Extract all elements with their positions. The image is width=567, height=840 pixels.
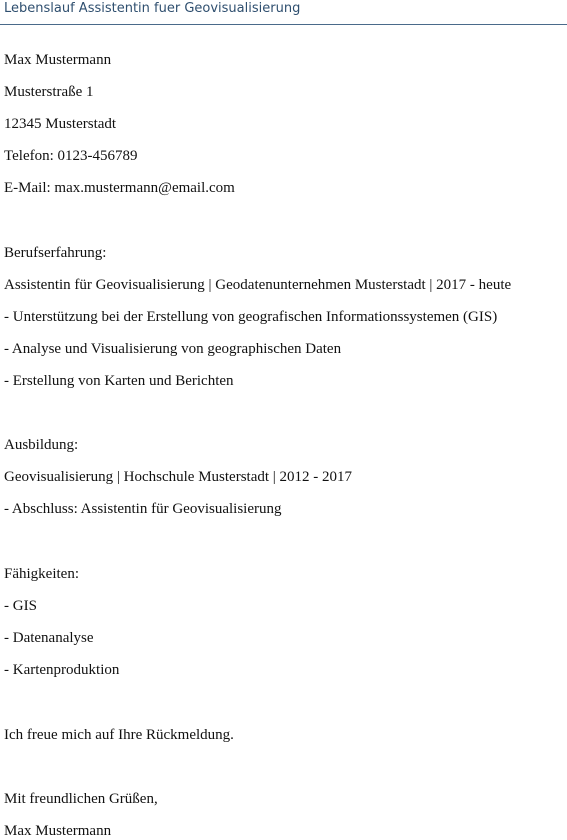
- skills-item: - Datenanalyse: [4, 630, 94, 646]
- closing-greeting: Mit freundlichen Grüßen,: [4, 791, 158, 807]
- signature-name: Max Mustermann: [4, 823, 112, 839]
- experience-position: Assistentin für Geovisualisierung | Geodatenunternehmen Musterstadt | 2017 - heute: [4, 277, 512, 293]
- experience-item: - Unterstützung bei der Erstellung von geografischen Informationssystemen (GIS): [4, 309, 498, 325]
- document-header: [0, 0, 567, 25]
- education-entry: Geovisualisierung | Hochschule Musterstadt | 2012 - 2017: [4, 469, 353, 485]
- skills-heading: Fähigkeiten:: [4, 566, 79, 582]
- experience-item: - Analyse und Visualisierung von geographischen Daten: [4, 341, 342, 357]
- contact-email: E-Mail: max.mustermann@email.com: [4, 180, 235, 196]
- contact-name: Max Mustermann: [4, 52, 112, 68]
- education-heading: Ausbildung:: [4, 437, 79, 453]
- contact-street: Musterstraße 1: [4, 84, 94, 100]
- closing-text: Ich freue mich auf Ihre Rückmeldung.: [4, 727, 234, 743]
- skills-item: - GIS: [4, 598, 37, 614]
- education-item: - Abschluss: Assistentin für Geovisualisierung: [4, 501, 282, 517]
- contact-city: 12345 Musterstadt: [4, 116, 117, 132]
- document-title: Lebenslauf Assistentin fuer Geovisualisierung: [4, 1, 301, 16]
- experience-heading: Berufserfahrung:: [4, 245, 107, 261]
- contact-phone: Telefon: 0123-456789: [4, 148, 138, 164]
- experience-item: - Erstellung von Karten und Berichten: [4, 373, 234, 389]
- skills-item: - Kartenproduktion: [4, 662, 120, 678]
